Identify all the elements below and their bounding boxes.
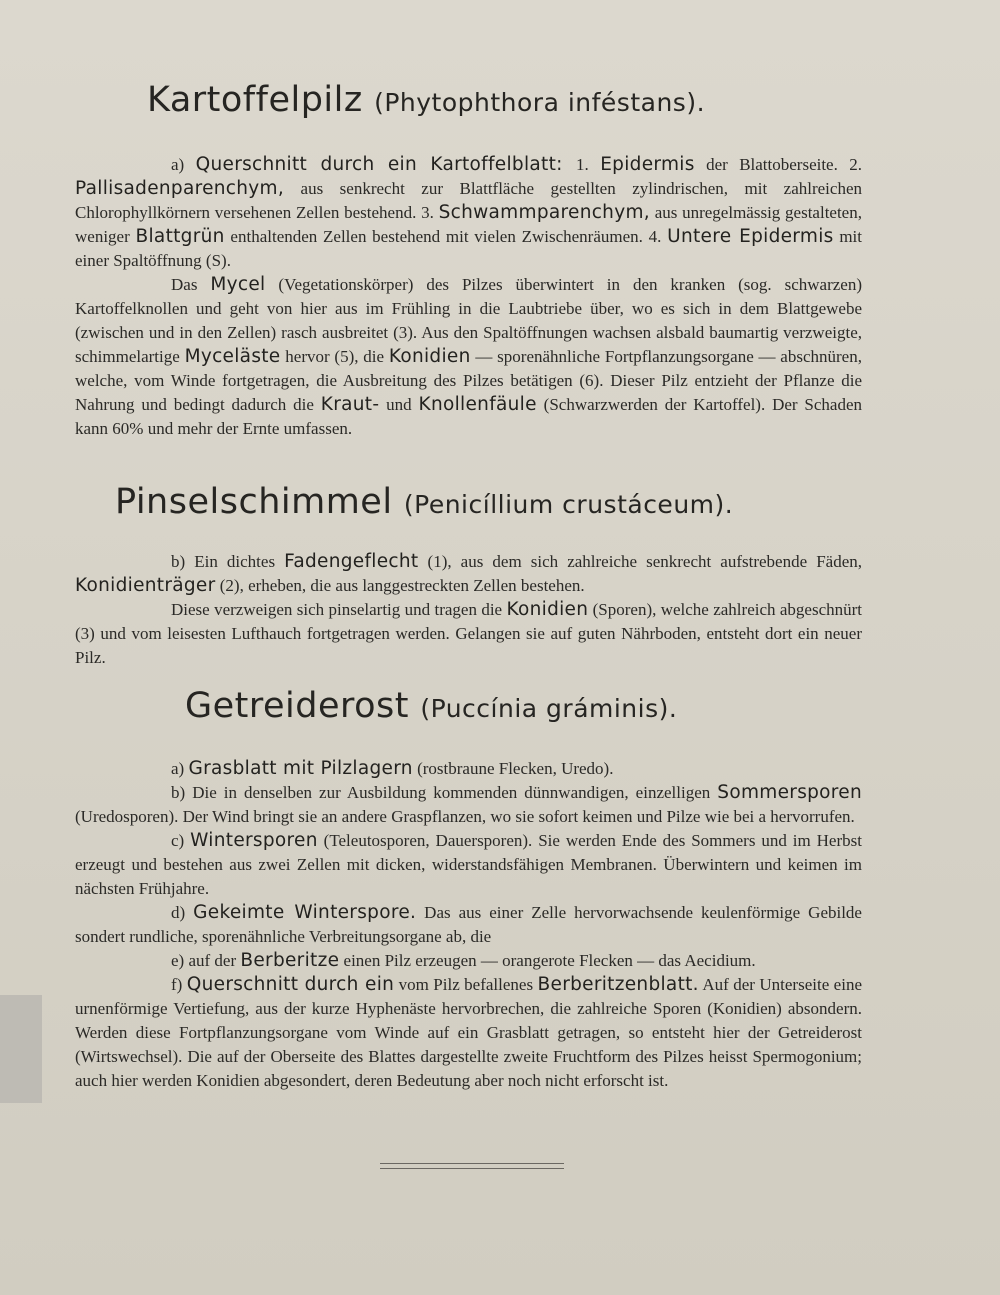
section-body-getreiderost <box>75 757 862 1093</box>
keyword-term: Mycel <box>210 274 266 295</box>
paragraph <box>75 598 862 670</box>
body-text: vom Pilz befallenes <box>394 975 538 994</box>
keyword-term: Schwammparenchym, <box>438 202 650 223</box>
body-text: c) <box>171 831 191 850</box>
body-text: (Vegetationskörper) des Pilzes überwintert in den kranken (sog. schwarzen) Kartoffelknollen und geht von hier aus im Frühling in die Laubtriebe über, wo es sich in dem Blattgewebe (zwischen und in den Zellen) rasch ausbreitet (3). Aus den Spaltöffnungen wachsen alsbald baumartig verzweigte, schimmelartige <box>75 275 862 366</box>
keyword-term: Sommersporen <box>717 782 862 803</box>
paragraph <box>75 901 862 949</box>
section-body-kartoffelpilz <box>75 153 862 441</box>
paragraph <box>75 829 862 901</box>
section-title-getreiderost <box>185 686 678 726</box>
body-text: (1), aus dem sich zahlreiche senkrecht aufstrebende Fäden, <box>418 552 862 571</box>
body-text: d) <box>171 903 194 922</box>
end-rule-divider <box>380 1163 564 1169</box>
title-latin: (Penicíllium crustáceum). <box>403 490 734 519</box>
keyword-term: Fadengeflecht <box>284 551 419 572</box>
keyword-term: Berberitzenblatt. <box>537 974 699 995</box>
section-title-pinselschimmel <box>115 482 734 522</box>
body-text: aus senkrecht zur Blattfläche gestellten zylindrischen, mit zahlreichen Chlorophyllkörnern versehenen Zellen bestehend. 3. <box>75 179 862 222</box>
body-text: a) <box>171 155 196 174</box>
keyword-term: Blattgrün <box>135 226 225 247</box>
body-text: einen Pilz erzeugen — orangerote Flecken — das Aecidium. <box>339 951 756 970</box>
body-text: Auf der Unterseite eine urnenförmige Vertiefung, aus der kurze Hyphenäste hervorbrechen, die zahlreiche Sporen (Konidien) absondern. Werden diese Fortpflanzungsorgane vom Winde auf ein Grasblatt getragen, so entsteht hier der Getreiderost (Wirtswechsel). Die auf der Oberseite des Blattes dargestellte zweite Fruchtform des Pilzes heisst Spermogonium; auch hier werden Konidien abgesondert, deren Bedeutung aber noch nicht erforscht ist. <box>75 975 862 1090</box>
keyword-term: Konidien <box>388 346 471 367</box>
body-text: e) auf der <box>171 951 241 970</box>
keyword-term: Kraut- <box>320 394 380 415</box>
keyword-term: Querschnitt durch ein <box>186 974 395 995</box>
keyword-term: Pallisadenparenchym, <box>75 178 285 199</box>
keyword-term: Knollenfäule <box>418 394 537 415</box>
body-text: (Schwarzwerden der Kartoffel). Der Schaden kann 60% und mehr der Ernte umfassen. <box>75 395 863 438</box>
title-latin: (Phytophthora inféstans). <box>374 88 706 117</box>
title-main: Getreiderost <box>185 686 409 726</box>
paragraph <box>75 757 862 781</box>
keyword-term: Berberitze <box>240 950 340 971</box>
keyword-term: Untere Epidermis <box>667 226 834 247</box>
body-text: (Sporen), welche zahlreich abgeschnürt (3) und vom leisesten Lufthauch fortgetragen werden. Gelangen sie auf guten Nährboden, entsteht dort ein neuer Pilz. <box>75 600 863 667</box>
paragraph <box>75 153 862 273</box>
body-text: enthaltenden Zellen bestehend mit vielen Zwischenräumen. 4. <box>224 227 668 246</box>
paragraph <box>75 949 862 973</box>
body-text: — sporenähnliche Fortpflanzungsorgane — abschnüren, welche, vom Winde fortgetragen, die Ausbreitung des Pilzes betätigen (6). Dieser Pilz entzieht der Pflanze die Nahrung und bedingt dadurch die <box>75 347 862 414</box>
keyword-term: Querschnitt durch ein Kartoffelblatt: <box>195 154 577 175</box>
keyword-term: Gekeimte Winterspore. <box>193 902 417 923</box>
page-edge-tab <box>0 995 42 1103</box>
body-text: f) <box>171 975 187 994</box>
body-text: Diese verzweigen sich pinselartig und tragen die <box>171 600 507 619</box>
body-text: (rostbraune Flecken, Uredo). <box>412 759 614 778</box>
body-text: und <box>379 395 419 414</box>
keyword-term: Myceläste <box>184 346 281 367</box>
body-text: aus unregelmässig gestalteten, weniger <box>75 203 862 246</box>
keyword-term: Grasblatt mit Pilzlagern <box>188 758 413 779</box>
keyword-term: Konidien <box>506 599 589 620</box>
body-text: der Blattoberseite. 2. <box>694 155 863 174</box>
body-text: a) <box>171 759 189 778</box>
section-body-pinselschimmel <box>75 550 862 670</box>
body-text: (2), erheben, die aus langgestreckten Zellen bestehen. <box>215 576 585 595</box>
body-text: b) Die in denselben zur Ausbildung kommenden dünnwandigen, einzelligen <box>171 783 718 802</box>
body-text: mit einer Spaltöffnung (S). <box>75 227 862 270</box>
keyword-term: Wintersporen <box>190 830 318 851</box>
title-latin: (Puccínia gráminis). <box>420 694 678 723</box>
title-main: Kartoffelpilz <box>147 80 363 120</box>
body-text: b) Ein dichtes <box>171 552 285 571</box>
paragraph <box>75 550 862 598</box>
section-title-kartoffelpilz <box>147 80 706 120</box>
keyword-term: Epidermis <box>600 154 695 175</box>
keyword-term: Konidienträger <box>75 575 216 596</box>
body-text: (Uredosporen). Der Wind bringt sie an andere Graspflanzen, wo sie sofort keimen und Pilze wie bei a hervorrufen. <box>75 807 855 826</box>
title-main: Pinselschimmel <box>115 482 393 522</box>
body-text: Das aus einer Zelle hervorwachsende keulenförmige Gebilde sondert rundliche, sporenähnliche Verbreitungsorgane ab, die <box>75 903 862 946</box>
body-text: (Teleutosporen, Dauersporen). Sie werden Ende des Sommers und im Herbst erzeugt und bestehen aus zwei Zellen mit dicken, widerstandsfähigen Membranen. Überwintern und keimen im nächsten Frühjahre. <box>75 831 862 898</box>
body-text: 1. <box>576 155 601 174</box>
paragraph <box>75 973 862 1093</box>
paragraph <box>75 781 862 829</box>
body-text: hervor (5), die <box>280 347 389 366</box>
body-text: Das <box>171 275 211 294</box>
paragraph <box>75 273 862 441</box>
